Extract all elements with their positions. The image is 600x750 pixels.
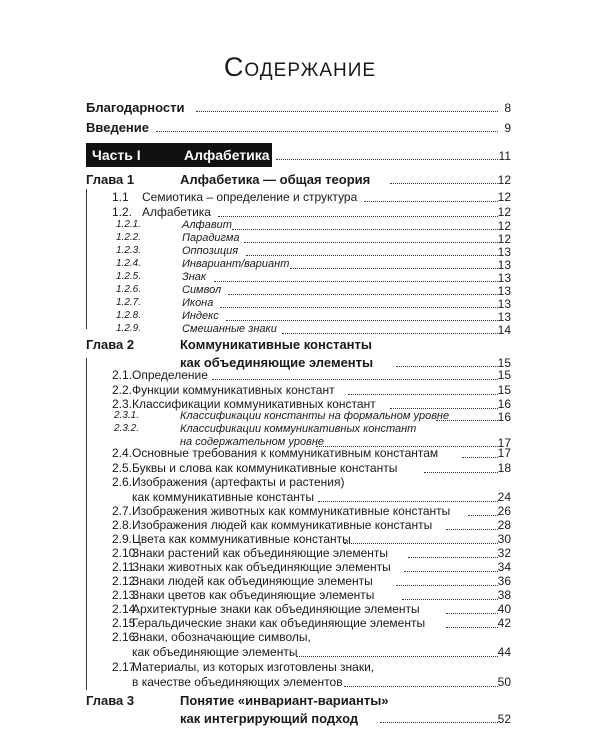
toc-entry-label: Введение bbox=[86, 120, 149, 135]
entry-number: 2.17. bbox=[112, 660, 139, 674]
chapter-label: Глава 1 bbox=[86, 172, 135, 187]
page-title: Содержание bbox=[223, 52, 377, 82]
chapter-title-line1: Понятие «инвариант-варианты» bbox=[180, 693, 389, 708]
toc-entry-page: 52 bbox=[497, 712, 511, 726]
toc-entry-page: 24 bbox=[497, 490, 511, 504]
entry-number: 1.2.6. bbox=[116, 284, 142, 295]
toc-entry[interactable] bbox=[0, 368, 600, 384]
toc-part-1[interactable] bbox=[0, 143, 600, 167]
entry-number: 2.5. bbox=[112, 461, 133, 475]
dot-leader bbox=[396, 585, 498, 586]
entry-title: Знаки людей как объединяющие элементы bbox=[132, 574, 373, 588]
dot-leader bbox=[462, 457, 498, 458]
entry-title: Знаки животных как объединяющие элементы bbox=[132, 560, 391, 574]
dot-leader bbox=[244, 242, 498, 243]
part-heading-box bbox=[86, 143, 272, 167]
entry-title: Изображения животных как коммуникативные константы bbox=[132, 504, 451, 518]
toc-entry-acknowledgements[interactable] bbox=[0, 100, 600, 116]
dot-leader bbox=[212, 379, 498, 380]
entry-title: Знак bbox=[182, 271, 207, 283]
dot-leader bbox=[296, 656, 498, 657]
toc-entry-page: 13 bbox=[497, 245, 511, 259]
entry-number: 2.10. bbox=[112, 546, 139, 560]
entry-title: Функции коммуникативных констант bbox=[132, 383, 335, 397]
entry-number: 1.2. bbox=[112, 205, 133, 219]
part-number: Часть I bbox=[92, 147, 141, 163]
entry-title: Архитектурные знаки как объединяющие элементы bbox=[132, 602, 420, 616]
entry-title: Изображения (артефакты и растения) bbox=[132, 475, 345, 489]
dot-leader bbox=[246, 255, 498, 256]
toc-chapter-1[interactable] bbox=[0, 172, 600, 188]
toc-entry-page: 13 bbox=[497, 297, 511, 311]
toc-entry-page: 50 bbox=[497, 675, 511, 689]
entry-number: 1.2.5. bbox=[116, 271, 142, 282]
entry-number: 2.7. bbox=[112, 504, 133, 518]
dot-leader bbox=[282, 333, 498, 334]
toc-entry[interactable] bbox=[0, 660, 600, 690]
toc-entry-page: 40 bbox=[497, 602, 511, 616]
dot-leader bbox=[390, 183, 498, 184]
toc-entry-page: 16 bbox=[497, 410, 511, 424]
dot-leader bbox=[446, 613, 498, 614]
dot-leader bbox=[424, 472, 498, 473]
toc-entry-page: 11 bbox=[498, 149, 511, 163]
entry-number: 2.4. bbox=[112, 446, 133, 460]
entry-title: Икона bbox=[182, 297, 214, 309]
entry-number: 2.3.2. bbox=[114, 423, 140, 434]
dot-leader bbox=[276, 159, 498, 160]
entry-number: 1.1 bbox=[112, 190, 129, 204]
dot-leader bbox=[226, 320, 498, 321]
toc-entry-page: 8 bbox=[504, 101, 511, 115]
toc-entry-page: 14 bbox=[497, 323, 511, 337]
toc-chapter-3[interactable] bbox=[0, 693, 600, 729]
entry-title: Изображения людей как коммуникативные константы bbox=[132, 518, 433, 532]
toc-entry-page: 13 bbox=[497, 284, 511, 298]
entry-number: 2.3. bbox=[112, 397, 133, 411]
entry-title: Алфабетика bbox=[142, 205, 211, 219]
dot-leader bbox=[408, 557, 498, 558]
toc-entry-page: 38 bbox=[497, 588, 511, 602]
entry-number: 2.8. bbox=[112, 518, 133, 532]
entry-title-line2: как объединяющие элементы bbox=[132, 645, 298, 659]
part-title: Алфабетика bbox=[184, 147, 270, 163]
toc-entry-page: 13 bbox=[497, 271, 511, 285]
chapter-title-line2: как объединяющие элементы bbox=[180, 355, 374, 370]
toc-entry-page: 36 bbox=[497, 574, 511, 588]
dot-leader bbox=[318, 501, 498, 502]
chapter-title-line2: как интегрирующий подход bbox=[180, 711, 359, 726]
dot-leader bbox=[344, 543, 498, 544]
entry-number: 2.16. bbox=[112, 630, 139, 644]
entry-title: Парадигма bbox=[182, 232, 240, 244]
chapter-label: Глава 3 bbox=[86, 693, 135, 708]
chapter-title-line1: Коммуникативные константы bbox=[180, 337, 372, 352]
entry-number: 1.2.7. bbox=[116, 297, 142, 308]
entry-title: Знаки растений как объединяющие элементы bbox=[132, 546, 389, 560]
dot-leader bbox=[364, 201, 498, 202]
dot-leader bbox=[220, 307, 498, 308]
toc-entry-page: 28 bbox=[497, 518, 511, 532]
entry-title: Оппозиция bbox=[182, 245, 239, 257]
toc-entry-page: 44 bbox=[497, 645, 511, 659]
dot-leader bbox=[404, 571, 498, 572]
entry-title: Определение bbox=[132, 368, 208, 382]
entry-title: Цвета как коммуникативные константы bbox=[132, 532, 351, 546]
entry-title: Семиотика – определение и структура bbox=[142, 190, 358, 204]
toc-entry-page: 12 bbox=[497, 173, 511, 187]
entry-number: 2.3.1. bbox=[114, 410, 140, 421]
entry-number: 2.15. bbox=[112, 616, 139, 630]
toc-entry-page: 12 bbox=[497, 190, 511, 204]
entry-title: Знаки цветов как объединяющие элементы bbox=[132, 588, 375, 602]
toc-entry[interactable] bbox=[0, 475, 600, 505]
dot-leader bbox=[232, 229, 498, 230]
toc-entry-page: 15 bbox=[497, 356, 511, 370]
toc-entry[interactable] bbox=[0, 446, 600, 462]
entry-number: 2.6. bbox=[112, 475, 133, 489]
toc-entry-page: 30 bbox=[497, 532, 511, 546]
toc-entry-page: 26 bbox=[497, 504, 511, 518]
entry-number: 1.2.3. bbox=[116, 245, 142, 256]
entry-number: 1.2.9. bbox=[116, 323, 142, 334]
dot-leader bbox=[402, 599, 498, 600]
entry-title: Геральдические знаки как объединяющие элементы bbox=[132, 616, 426, 630]
dot-leader bbox=[436, 420, 498, 421]
entry-title: Буквы и слова как коммуникативные константы bbox=[132, 461, 398, 475]
dot-leader bbox=[468, 515, 498, 516]
toc-entry-page: 18 bbox=[497, 461, 511, 475]
toc-entry-page: 12 bbox=[497, 219, 511, 233]
entry-number: 2.14. bbox=[112, 602, 139, 616]
chapter-title: Алфабетика — общая теория bbox=[180, 172, 371, 187]
toc-entry-page: 42 bbox=[497, 616, 511, 630]
toc-chapter-2[interactable] bbox=[0, 337, 600, 371]
toc-entry[interactable] bbox=[0, 190, 600, 206]
entry-title-line2: в качестве объединяющих элементов bbox=[132, 675, 343, 689]
toc-entry-page: 17 bbox=[497, 446, 511, 460]
entry-title: Алфавит bbox=[182, 219, 232, 231]
toc-entry-page: 16 bbox=[497, 397, 511, 411]
dot-leader bbox=[446, 529, 498, 530]
entry-title: Знаки, обозначающие символы, bbox=[132, 630, 311, 644]
entry-title-line2: как коммуникативные константы bbox=[132, 490, 315, 504]
dot-leader bbox=[446, 627, 498, 628]
dot-leader bbox=[348, 394, 498, 395]
dot-leader bbox=[344, 686, 498, 687]
entry-number: 2.12. bbox=[112, 574, 139, 588]
dot-leader bbox=[214, 281, 498, 282]
entry-title: Основные требования к коммуникативным константам bbox=[132, 446, 439, 460]
chapter-label: Глава 2 bbox=[86, 337, 135, 352]
dot-leader bbox=[228, 294, 498, 295]
entry-number: 2.9. bbox=[112, 532, 133, 546]
toc-entry-page: 32 bbox=[497, 546, 511, 560]
entry-number: 2.11. bbox=[112, 560, 138, 574]
toc-entry-page: 15 bbox=[497, 383, 511, 397]
toc-entry[interactable] bbox=[0, 630, 600, 660]
entry-number: 2.13. bbox=[112, 588, 139, 602]
dot-leader bbox=[156, 131, 498, 132]
entry-title: Классификации константы на формальном уровне bbox=[180, 410, 450, 422]
entry-title: Индекс bbox=[182, 310, 219, 322]
entry-title: Символ bbox=[182, 284, 222, 296]
entry-title: Классификации коммуникативных констант bbox=[180, 423, 417, 435]
entry-title: Смешанные знаки bbox=[182, 323, 277, 335]
toc-entry-page: 13 bbox=[497, 310, 511, 324]
toc-entry-page: 34 bbox=[497, 560, 511, 574]
dot-leader bbox=[290, 268, 498, 269]
dot-leader bbox=[218, 216, 498, 217]
toc-entry-page: 12 bbox=[497, 232, 511, 246]
dot-leader bbox=[396, 366, 498, 367]
entry-title: Классификации коммуникативных констант bbox=[132, 397, 376, 411]
toc-entry-page: 13 bbox=[497, 258, 511, 272]
dot-leader bbox=[390, 408, 498, 409]
toc-entry-page: 9 bbox=[504, 121, 511, 135]
entry-number: 2.2. bbox=[112, 383, 133, 397]
toc-entry-label: Благодарности bbox=[86, 100, 185, 115]
entry-number: 1.2.8. bbox=[116, 310, 142, 321]
entry-title: Инвариант/вариант bbox=[182, 258, 290, 270]
toc-entry-introduction[interactable] bbox=[0, 120, 600, 136]
entry-number: 1.2.4. bbox=[116, 258, 142, 269]
toc-entry-page: 12 bbox=[497, 205, 511, 219]
dot-leader bbox=[196, 111, 498, 112]
toc-entry-page: 17 bbox=[497, 436, 511, 450]
dot-leader bbox=[380, 722, 498, 723]
entry-title: Материалы, из которых изготовлены знаки, bbox=[132, 660, 375, 674]
entry-title-line2: на содержательном уровне bbox=[180, 436, 325, 448]
entry-number: 1.2.1. bbox=[116, 219, 142, 230]
entry-number: 2.1. bbox=[112, 368, 133, 382]
toc-entry-page: 15 bbox=[497, 368, 511, 382]
entry-number: 1.2.2. bbox=[116, 232, 142, 243]
